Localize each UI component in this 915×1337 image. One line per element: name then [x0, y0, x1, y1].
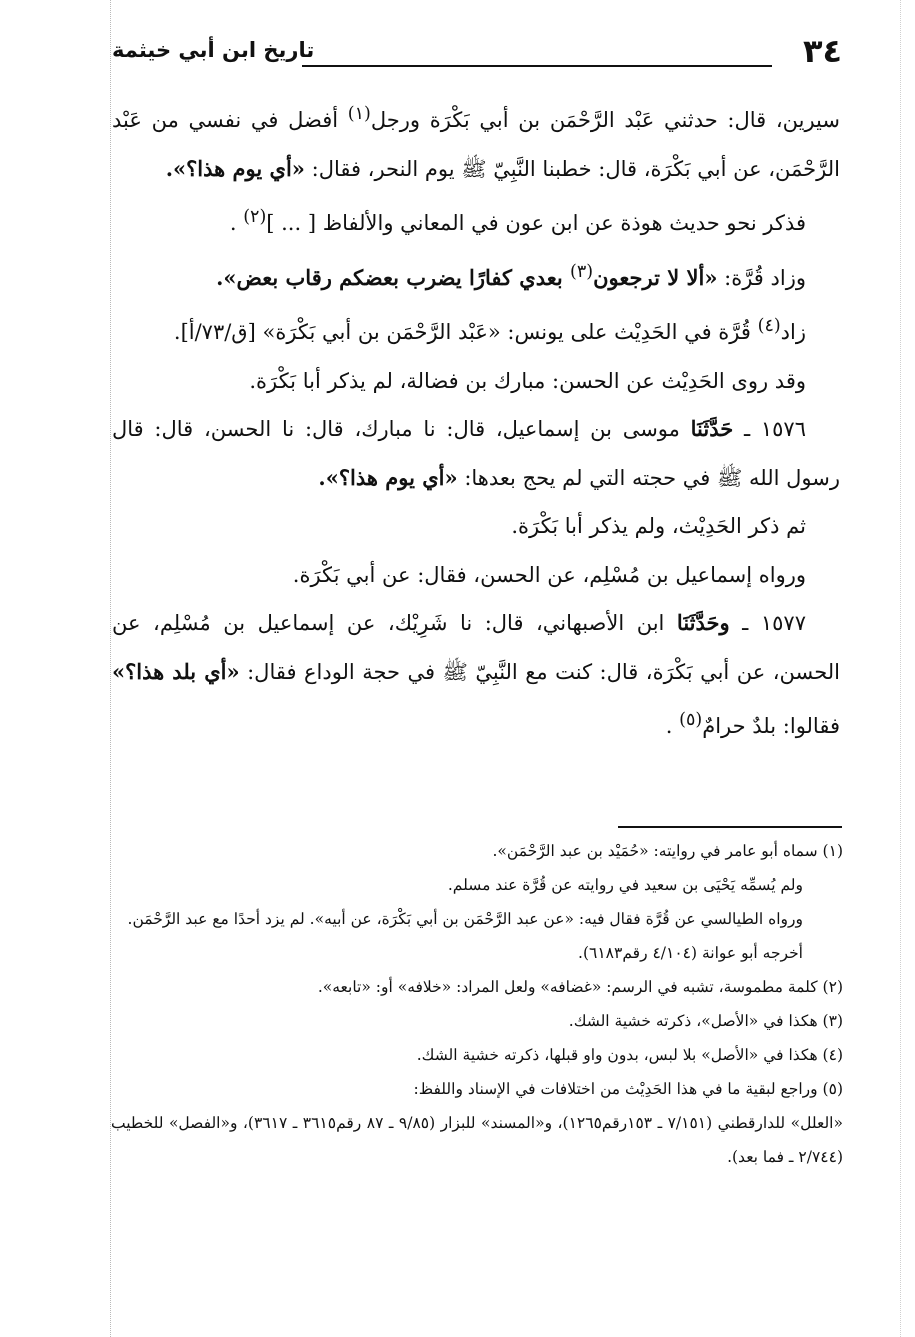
- footnote-3: (٣) هكذا في «الأصل»، ذكرته خشية الشك.: [568, 1012, 843, 1030]
- hadith-number: ١٥٧٦ ـ: [733, 417, 806, 441]
- footnote-ref-3: (٣): [570, 261, 594, 282]
- hadith-quote: «ألا لا ترجعون: [593, 264, 718, 290]
- footnote-5-cont: «العلل» للدارقطني (٧/١٥١ ـ ١٥٣رقم١٢٦٥)، و«المسند» للبزار (٩/٨٥ ـ ٨٧ رقم٣٦١٥ ـ ٣٦١٧)، و«الفصل» للخطيب (٢/٧٤٤ ـ فما بعد).: [111, 1114, 843, 1166]
- text-segment: وزاد قُرَّة:: [717, 265, 806, 290]
- paragraph-5: وقد روى الحَدِيْث عن الحسن: مبارك بن فضالة، لم يذكر أبا بَكْرَة.: [249, 368, 806, 393]
- page-number: ٣٤: [802, 32, 842, 70]
- narration-verb: حَدَّثَنَا: [690, 416, 734, 441]
- text-segment: موسى بن إسماعيل، قال: نا مبارك، قال: نا الحسن، قال: قال رسول الله ﷺ في حجته التي لم يحج بعدها:: [112, 417, 840, 490]
- footnote-1-cont: ولم يُسمِّه يَحْيَى بن سعيد في روايته عن قُرَّة عند مسلم.: [447, 876, 803, 894]
- main-text: [112, 90, 840, 751]
- hadith-quote: بعدي كفارًا يضرب بعضكم رقاب بعض».: [216, 264, 571, 290]
- text-segment: قُرَّة في الحَدِيْث على يونس: «عَبْد الرَّحْمَن بن أبي بَكْرَة» [ق/٧٣/أ].: [173, 320, 758, 344]
- hadith-quote: «أي يوم هذا؟».: [165, 155, 305, 181]
- footnote-1-cont: أخرجه أبو عوانة (٤/١٠٤ رقم٦١٨٣).: [578, 944, 803, 962]
- footnote-ref-4: (٤): [757, 316, 781, 336]
- footnote-ref-5: (٥): [679, 710, 703, 730]
- paragraph-8: ورواه إسماعيل بن مُسْلِم، عن الحسن، فقال: عن أبي بَكْرَة.: [292, 562, 806, 587]
- paragraph-2: [112, 193, 840, 248]
- paragraph-7: ثم ذكر الحَدِيْث، ولم يذكر أبا بَكْرَة.: [511, 514, 806, 538]
- text-segment: .: [665, 714, 680, 738]
- book-title: تاريخ ابن أبي خيثمة: [112, 38, 315, 62]
- paragraph-4: [112, 302, 840, 357]
- footnote-1-cont: ورواه الطيالسي عن قُرَّة فقال فيه: «عن عبد الرَّحْمَن بن أبي بَكْرَة، عن أبيه». لم يزد أحدًا مع عبد الرَّحْمَن.: [127, 910, 803, 928]
- paragraph-3: [112, 248, 840, 303]
- text-segment: أفضل في نفسي من عَبْد الرَّحْمَن، عن أبي بَكْرَة، قال: خطبنا النَّبِيّ ﷺ يوم النحر، فقال:: [112, 108, 840, 181]
- text-segment: زاد: [780, 320, 806, 344]
- hadith-1576: [112, 405, 840, 502]
- text-segment: ابن الأصبهاني، قال: نا شَرِيْك، عن إسماعيل بن مُسْلِم، عن الحسن، عن أبي بَكْرَة، قال: كنت مع النَّبِيّ ﷺ في حجة الوداع فقال:: [112, 611, 841, 684]
- footnote-1: (١) سماه أبو عامر في روايته: «حُمَيْد بن عبد الرَّحْمَن».: [492, 842, 843, 860]
- hadith-quote: «أي يوم هذا؟».: [318, 464, 458, 490]
- paragraph-1: [112, 90, 840, 193]
- footnote-4: (٤) هكذا في «الأصل» بلا لبس، بدون واو قبلها، ذكرته خشية الشك.: [416, 1046, 843, 1064]
- page-header: [112, 26, 842, 76]
- footnote-ref-1: (١): [347, 104, 371, 124]
- text-segment: سيرين، قال: حدثني عَبْد الرَّحْمَن بن أبي بَكْرَة ورجل: [370, 108, 840, 132]
- text-segment: فذكر نحو حديث هوذة عن ابن عون في المعاني والألفاظ [ ... ]: [266, 211, 806, 235]
- hadith-1577: [112, 599, 840, 751]
- footnote-ref-2: (٢): [243, 207, 267, 227]
- footnotes: [111, 834, 843, 1174]
- footnote-separator: [618, 826, 842, 828]
- hadith-number: ١٥٧٧ ـ: [729, 611, 806, 635]
- footnote-2: (٢) كلمة مطموسة، تشبه في الرسم: «غضافه» ولعل المراد: «خلافه» أو: «تابعه».: [317, 978, 843, 996]
- text-segment: .: [229, 211, 244, 235]
- text-segment: فقالوا: بلدٌ حرامٌ: [702, 714, 840, 738]
- header-rule: [302, 65, 772, 67]
- footnote-5: (٥) وراجع لبقية ما في هذا الحَدِيْث من اختلافات في الإسناد واللفظ:: [413, 1080, 843, 1098]
- narration-verb: وحَدَّثَنَا: [676, 610, 730, 635]
- page-edge-right: [900, 0, 901, 1337]
- hadith-quote: «أي بلد هذا؟»: [112, 658, 240, 684]
